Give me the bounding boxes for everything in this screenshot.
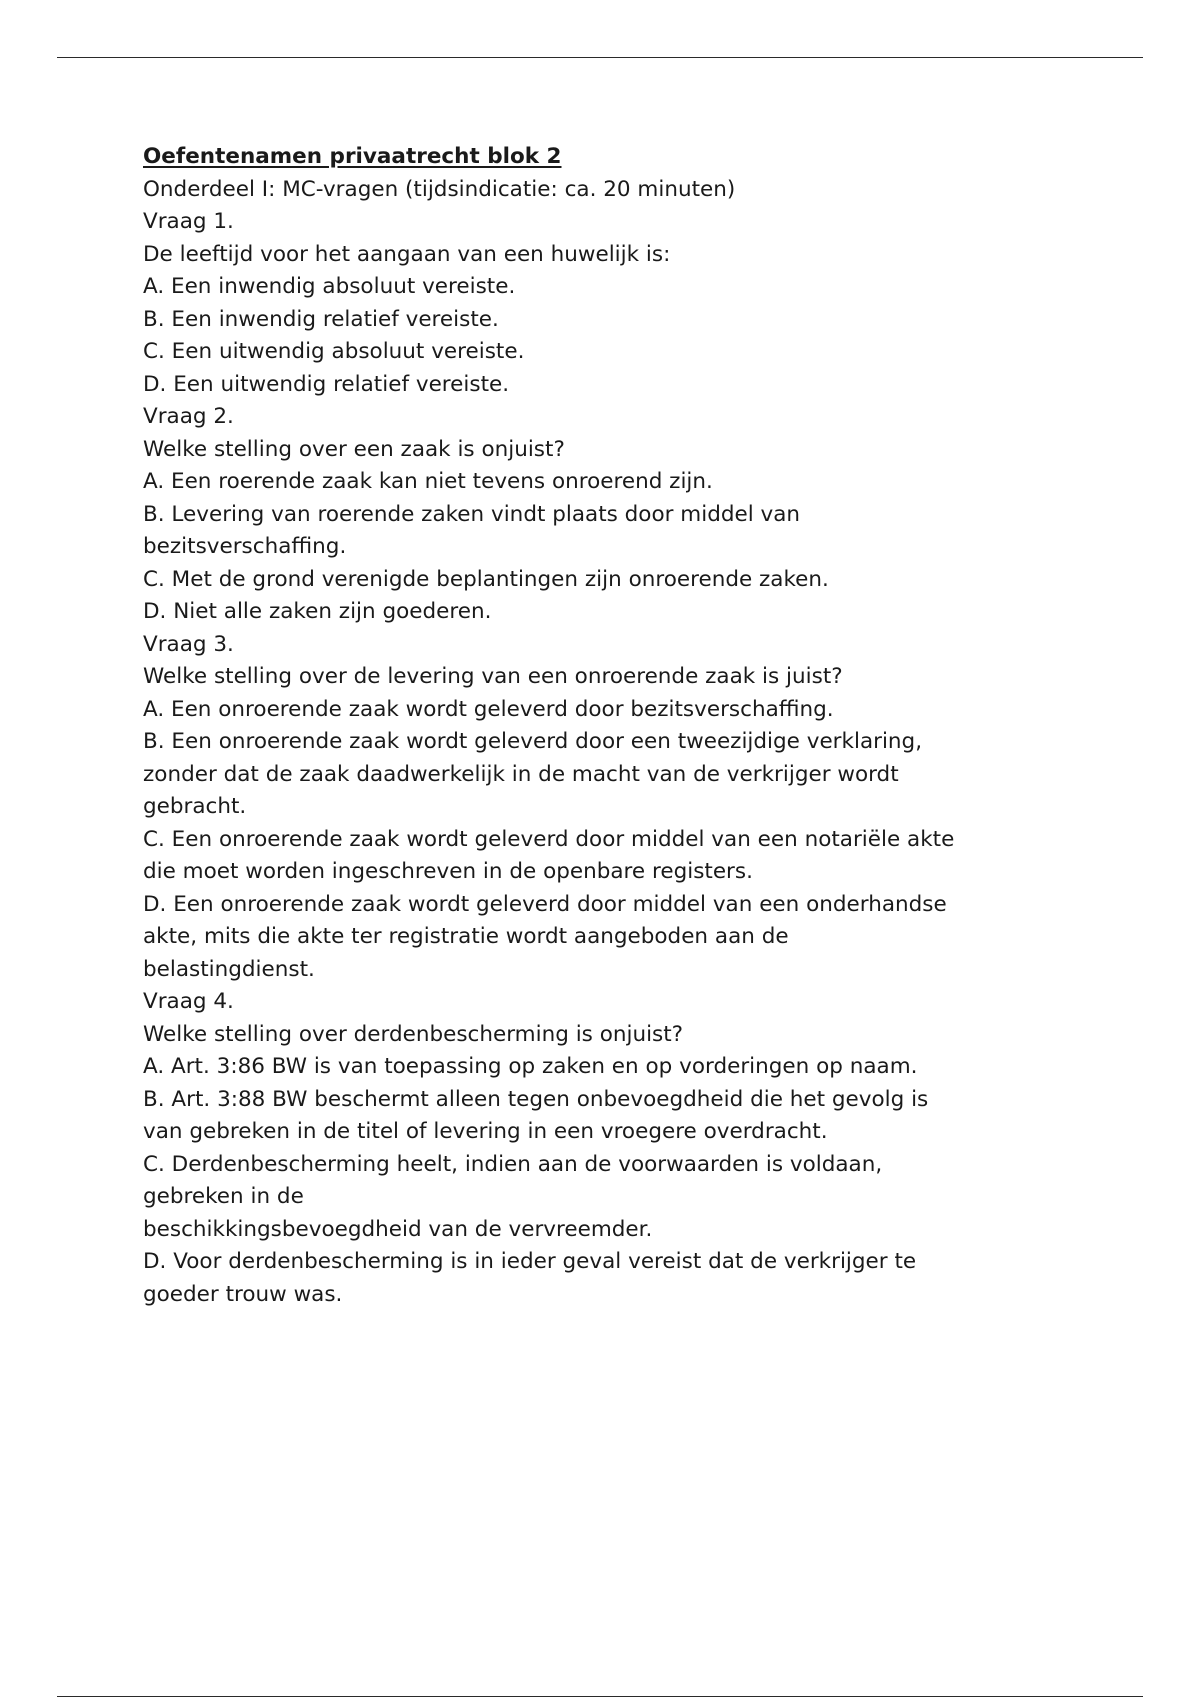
option-text-line: D. Niet alle zaken zijn goederen. — [143, 599, 492, 624]
option-text-line: belastingdienst. — [143, 956, 315, 982]
option-text-line: A. Een onroerende zaak wordt geleverd door bezitsverschaffing. — [143, 696, 834, 722]
option-text-line: D. Een onroerende zaak wordt geleverd door middel van een onderhandse — [143, 891, 947, 917]
answer-option-c — [143, 564, 1083, 597]
option-text-line: gebreken in de — [143, 1184, 304, 1209]
option-text-line: C. Derdenbescherming heelt, indien aan de voorwaarden is voldaan, — [143, 1151, 883, 1177]
answer-option-c — [143, 824, 1083, 889]
option-text-line: die moet worden ingeschreven in de openbare registers. — [143, 859, 753, 884]
option-text-line: D. Een uitwendig relatief vereiste. — [143, 371, 510, 397]
answer-option-a — [143, 466, 1083, 499]
answer-option-b — [143, 499, 1083, 564]
answer-option-d — [143, 596, 1083, 629]
option-text-line: A. Art. 3:86 BW is van toepassing op zaken en op vorderingen op naam. — [143, 1054, 918, 1079]
question-prompt: Welke stelling over een zaak is onjuist? — [143, 436, 565, 462]
question-prompt: Welke stelling over derdenbescherming is onjuist? — [143, 1021, 684, 1047]
option-text-line: zonder dat de zaak daadwerkelijk in de macht van de verkrijger wordt — [143, 761, 899, 787]
answer-option-a — [143, 271, 1083, 304]
question-4 — [143, 986, 1083, 1311]
option-text-line: C. Een onroerende zaak wordt geleverd door middel van een notariële akte — [143, 826, 955, 852]
question-prompt: Welke stelling over de levering van een onroerende zaak is juist? — [143, 664, 843, 689]
answer-option-b — [143, 1084, 1083, 1149]
option-text-line: gebracht. — [143, 794, 247, 819]
answer-option-a — [143, 694, 1083, 727]
top-rule — [57, 57, 1143, 58]
option-text-line: C. Met de grond verenigde beplantingen zijn onroerende zaken. — [143, 566, 829, 592]
option-text-line: A. Een inwendig absoluut vereiste. — [143, 274, 516, 299]
question-prompt: De leeftijd voor het aangaan van een huwelijk is: — [143, 241, 671, 267]
option-text-line: B. Art. 3:88 BW beschermt alleen tegen onbevoegdheid die het gevolg is — [143, 1086, 929, 1112]
document-subtitle: Onderdeel I: MC-vragen (tijdsindicatie: ca. 20 minuten) — [143, 176, 736, 202]
document-body — [143, 141, 1083, 1311]
question-label: Vraag 4. — [143, 989, 234, 1014]
option-text-line: C. Een uitwendig absoluut vereiste. — [143, 339, 525, 364]
answer-option-c — [143, 336, 1083, 369]
option-text-line: B. Een onroerende zaak wordt geleverd door een tweezijdige verklaring, — [143, 729, 923, 754]
question-label: Vraag 3. — [143, 631, 234, 657]
answer-option-b — [143, 304, 1083, 337]
option-text-line: A. Een roerende zaak kan niet tevens onroerend zijn. — [143, 469, 713, 494]
answer-option-d — [143, 369, 1083, 402]
answer-option-d — [143, 1246, 1083, 1311]
question-label: Vraag 2. — [143, 404, 234, 429]
question-3 — [143, 629, 1083, 987]
option-text-line: B. Levering van roerende zaken vindt plaats door middel van — [143, 501, 801, 527]
option-text-line: D. Voor derdenbescherming is in ieder geval vereist dat de verkrijger te — [143, 1249, 917, 1274]
option-text-line: van gebreken in de titel of levering in een vroegere overdracht. — [143, 1119, 828, 1144]
option-text-line: akte, mits die akte ter registratie wordt aangeboden aan de — [143, 924, 789, 949]
bottom-rule — [57, 1696, 1143, 1697]
question-1 — [143, 206, 1083, 401]
option-text-line: B. Een inwendig relatief vereiste. — [143, 306, 499, 332]
answer-option-d — [143, 889, 1083, 987]
option-text-line: goeder trouw was. — [143, 1281, 343, 1307]
answer-option-a — [143, 1051, 1083, 1084]
question-2 — [143, 401, 1083, 629]
answer-option-b — [143, 726, 1083, 824]
question-label: Vraag 1. — [143, 209, 234, 234]
answer-option-c — [143, 1149, 1083, 1247]
document-title: Oefentenamen privaatrecht blok 2 — [143, 144, 562, 169]
option-text-line: bezitsverschaffing. — [143, 534, 347, 559]
option-text-line: beschikkingsbevoegdheid van de vervreemder. — [143, 1216, 653, 1242]
